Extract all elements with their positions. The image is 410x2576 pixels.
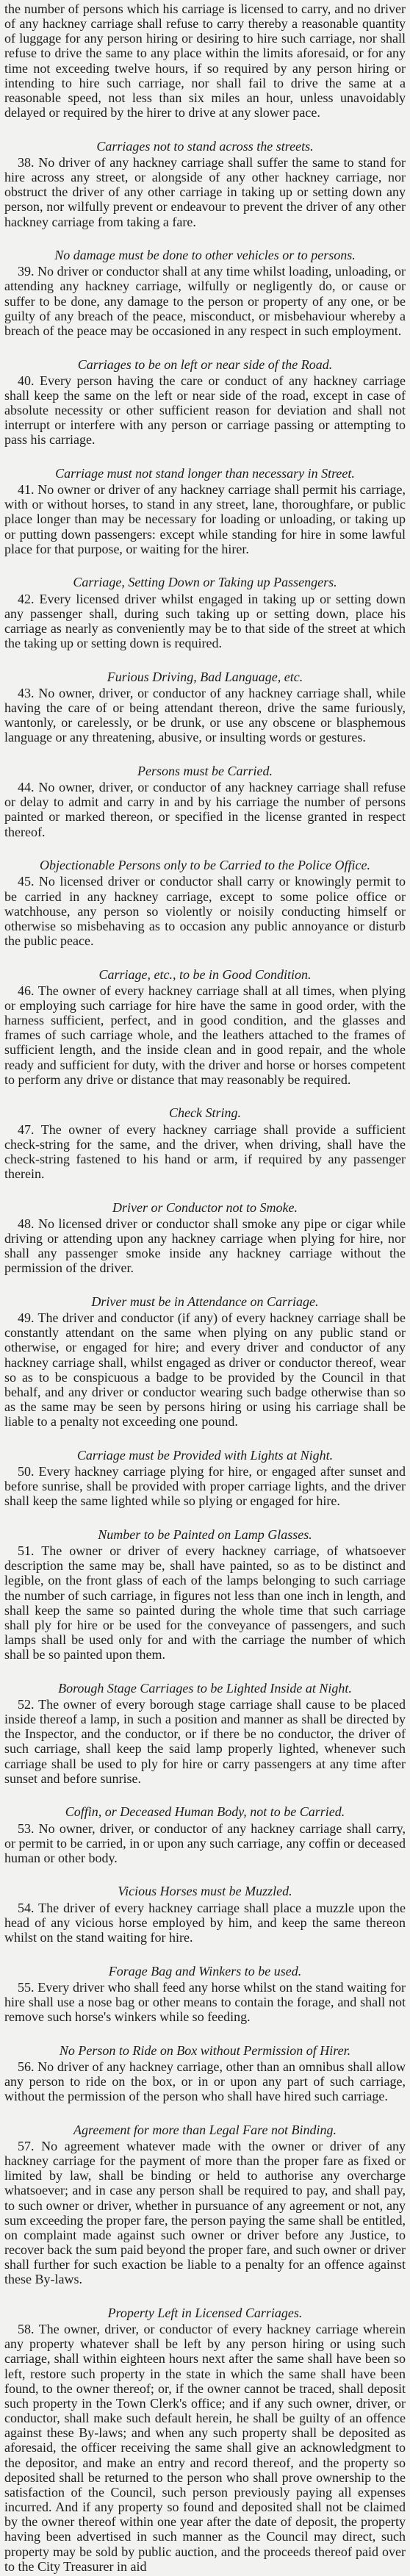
bylaw-56-section [4,2043,406,2104]
bylaw-40-heading: Carriages to be on left or near side of the Road. [77,356,333,372]
bylaw-40-text: 40. Every person having the care or conduct of any hackney carriage shall keep the same on the left or near side of the road, except in case of absolute necessity or other sufficient reason for deviation and shall not interrupt or interfere with any person or carriage passing or attempting to pass his carriage. [4,373,406,448]
bylaw-44-text: 44. No owner, driver, or conductor of any hackney carriage shall refuse or delay to admit and carry in and by his carriage the number of persons painted or marked thereon, or specified in the license granted in respect thereof. [4,780,406,839]
bylaw-46-heading: Carriage, etc., to be in Good Condition. [98,966,312,982]
bylaw-38-section [4,139,406,229]
bylaw-50-text: 50. Every hackney carriage plying for hire, or engaged after sunset and before sunrise, shall be provided with proper carriage lights, and the driver shall keep the same lighted while so plying or engaged for hire. [4,1463,406,1509]
bylaw-49-section [4,1294,406,1429]
bylaw-57-text: 57. No agreement whatever made with the owner or driver of any hackney carriage for the payment of more than the proper fare as fixed or limited by law, shall be binding or held to authorise any overcharge whatsoever; and in case any person shall be required to pay, and shall pay, to such owner or driver, whether in pursuance of any agreement or not, any sum exceeding the proper fare, the person paying the same shall be entitled, on complaint made against such owner or driver before any Justice, to recover back the sum paid beyond the proper fare, and such owner or driver shall further for such exaction be liable to a penalty for an offence against these By-laws. [4,2138,406,2287]
bylaw-46-text: 46. The owner of every hackney carriage shall at all times, when plying or employing such carriage for hire have the same in good order, with the harness sufficient, perfect, and in good condition, and the glasses and frames of such carriage whole, and the leathers attached to the frames of sufficient length, and the inside clean and in good repair, and the whole ready and sufficient for duty, with the driver and horse or horses competent to perform any drive or distance that may reasonably be required. [4,983,406,1087]
bylaw-55-section [4,1964,406,2025]
bylaw-54-heading: Vicious Horses must be Muzzled. [118,1884,292,1899]
bylaw-51-text: 51. The owner or driver of every hackney carriage, of whatsoever description the same may be, shall have painted, so as to be distinct and legible, on the front glass of each of the lamps belonging to such carriage the number of such carriage, in figures not less than one inch in length, and shall keep the same so painted during the whole time that such carriage shall ply for hire or be used for the conveyance of passengers, and such lamps shall be used only for and with the carriage the number of which shall be so painted upon them. [4,1543,406,1662]
bylaw-54-text: 54. The driver of every hackney carriage shall place a muzzle upon the head of any vicious horse employed by him, and keep the same thereon whilst on the stand waiting for hire. [4,1900,406,1945]
bylaw-48-text: 48. No licensed driver or conductor shall smoke any pipe or cigar while driving or attending upon any hackney carriage when plying for hire, nor shall any passenger smoke inside any hackney carriage without the permission of the driver. [4,1216,406,1276]
bylaw-49-text: 49. The driver and conductor (if any) of every hackney carriage shall be constantly attendant on the same when plying on any public stand or otherwise, or engaged for hire; and every driver and conductor of any hackney carriage shall, whilst engaged as driver or conductor thereof, wear so as to be conspicuous a badge to be provided by the Council in that behalf, and any driver or conductor wearing such badge otherwise than so as the same may be seen by persons hiring or using his carriage shall be liable to a penalty not exceeding one pound. [4,1310,406,1429]
bylaw-42-text: 42. Every licensed driver whilst engaged in taking up or setting down any passenger shall, during such taking up or setting down, place his carriage as nearly as conveniently may be to that side of the street at which the taking up or setting down is required. [4,591,406,651]
continued-paragraph: the number of persons which his carriage is licensed to carry, and no driver of any hackney carriage shall refuse to carry thereby a reasonable quantity of luggage for any person hiring or desiring to hire such carriage, nor shall refuse to drive the same to any place within the limits aforesaid, or for any time not exceeding twelve hours, if so required by any person hiring or intending to hire such carriage, nor shall fail to drive the same at a reasonable speed, not less than six miles an hour, unless unavoidably delayed or required by the hirer to drive at any slower pace. [4,1,406,121]
bylaw-40-section [4,357,406,448]
bylaw-44-heading: Persons must be Carried. [137,763,273,778]
bylaw-45-text: 45. No licensed driver or conductor shall carry or knowingly permit to be carried in any hackney carriage, except to some police office or watchhouse, any person so violently or noisily conducting himself or otherwise so misbehaving as to occasion any public annoyance or disturb the public peace. [4,874,406,948]
bylaw-43-text: 43. No owner, driver, or conductor of any hackney carriage shall, while having the care of or being attendant thereon, drive the same furiously, wantonly, or carelessly, or be drunk, or use any obscene or blasphemous language or any threatening, abusive, or insulting words or gestures. [4,685,406,745]
bylaw-51-section [4,1527,406,1662]
bylaw-53-section [4,1804,406,1865]
bylaw-56-text: 56. No driver of any hackney carriage, other than an omnibus shall allow any person to ride on the box, or in or upon any part of such carriage, without the permission of the person who shall have hired such carriage. [4,2059,406,2104]
bylaw-47-heading: Check String. [169,1105,241,1121]
bylaw-47-section [4,1105,406,1181]
bylaw-50-heading: Carriage must be Provided with Lights at Night. [76,1447,334,1463]
bylaw-39-heading: No damage must be done to other vehicles or to persons. [54,248,356,263]
bylaw-43-section [4,670,406,745]
bylaw-39-text: 39. No driver or conductor shall at any time whilst loading, unloading, or attending any hackney carriage, wilfully or negligently do, or cause or suffer to be done, any damage to the person or property of any one, or be guilty of any breach of the peace, misconduct, or misbehaviour whereby a breach of the peace may be occasioned in any respect in such employment. [4,264,406,338]
bylaw-43-heading: Furious Driving, Bad Language, etc. [107,669,303,684]
bylaw-55-heading: Forage Bag and Winkers to be used. [108,1963,302,1978]
bylaw-45-heading: Objectionable Persons only to be Carried to the Police Office. [40,858,370,873]
bylaw-55-text: 55. Every driver who shall feed any horse whilst on the stand waiting for hire shall use a nose bag or other means to contain the forage, and shall not remove such horse's winkers while so feeding. [4,1979,406,2025]
bylaw-53-heading: Coffin, or Deceased Human Body, not to be Carried. [65,1804,345,1820]
bylaw-41-heading: Carriage must not stand longer than necessary in Street. [55,466,355,481]
bylaw-52-section [4,1681,406,1786]
bylaw-48-section [4,1200,406,1276]
bylaw-42-heading: Carriage, Setting Down or Taking up Passengers. [73,575,337,590]
bylaw-45-section [4,858,406,948]
bylaw-38-heading: Carriages not to stand across the streets. [96,138,314,154]
bylaw-56-heading: No Person to Ride on Box without Permission of Hirer. [59,2042,351,2058]
bylaw-48-heading: Driver or Conductor not to Smoke. [112,1199,298,1215]
bylaw-42-section [4,575,406,650]
bylaw-58-section [4,2306,406,2574]
bylaw-41-text: 41. No owner or driver of any hackney carriage shall permit his carriage, with or without horses, to stand in any street, lane, thoroughfare, or public place longer than may be necessary for loading or unloading, or taking up or putting down passengers: except while standing for hire in some lawful place for that purpose, or waiting for the hirer. [4,482,406,556]
bylaw-38-text: 38. No driver of any hackney carriage shall suffer the same to stand for hire across any street, or alongside of any other hackney carriage, nor obstruct the driver of any other carriage in taking up or setting down any person, nor wilfully prevent or endeavour to prevent the driver of any other hackney carriage from taking a fare. [4,154,406,229]
bylaw-46-section [4,967,406,1087]
bylaw-51-heading: Number to be Painted on Lamp Glasses. [98,1526,312,1542]
bylaw-54-section [4,1884,406,1945]
bylaw-44-section [4,764,406,839]
bylaw-49-heading: Driver must be in Attendance on Carriage. [91,1294,319,1309]
bylaw-47-text: 47. The owner of every hackney carriage shall provide a sufficient check-string for the same, and the driver, when driving, shall have the check-string fastened to his hand or arm, if required by any passenger therein. [4,1122,406,1181]
bylaw-57-heading: Agreement for more than Legal Fare not Binding. [73,2122,337,2137]
bylaw-53-text: 53. No owner, driver, or conductor of any hackney carriage shall carry, or permit to be carried, in or upon any such carriage, any coffin or deceased human or other body. [4,1820,406,1865]
bylaw-58-text: 58. The owner, driver, or conductor of every hackney carriage wherein any property whatever shall be left by any person hiring or using such carriage, shall within eighteen hours next after the same shall have been so left, restore such property in the state in which the same shall have been found, to the owner thereof; or, if the owner cannot be traced, shall deposit such property in the Town Clerk's office; and if any such owner, driver, or conductor, shall make such default herein, he shall be guilty of an offence against these By-laws; and when any such property shall be deposited as aforesaid, the officer receiving the same shall give an acknowledgment to the depositor, and make an entry and record thereof, and the property so deposited shall be returned to the person who shall prove ownership to the satisfaction of the Council, such person previously paying all expenses incurred. And if any property so found and deposited shall not be claimed by the owner thereof within one year after the date of deposit, the property having been advertised in such manner as the Council may direct, such property may be sold by public auction, and the proceeds thereof paid over to the City Treasurer in aid [4,2322,406,2574]
bylaw-58-heading: Property Left in Licensed Carriages. [107,2306,303,2321]
bylaw-52-text: 52. The owner of every borough stage carriage shall cause to be placed inside thereof a lamp, in such a position and manner as shall be directed by the Inspector, and the conductor, or if there be no conductor, the driver of such carriage, shall keep the said lamp properly lighted, whenever such carriage shall be used to ply for hire or carry passengers at any time after sunset and before sunrise. [4,1696,406,1786]
bylaw-50-section [4,1448,406,1509]
bylaw-57-section [4,2123,406,2287]
bylaw-52-heading: Borough Stage Carriages to be Lighted Inside at Night. [58,1680,352,1696]
bylaw-41-section [4,466,406,556]
bylaw-39-section [4,248,406,338]
